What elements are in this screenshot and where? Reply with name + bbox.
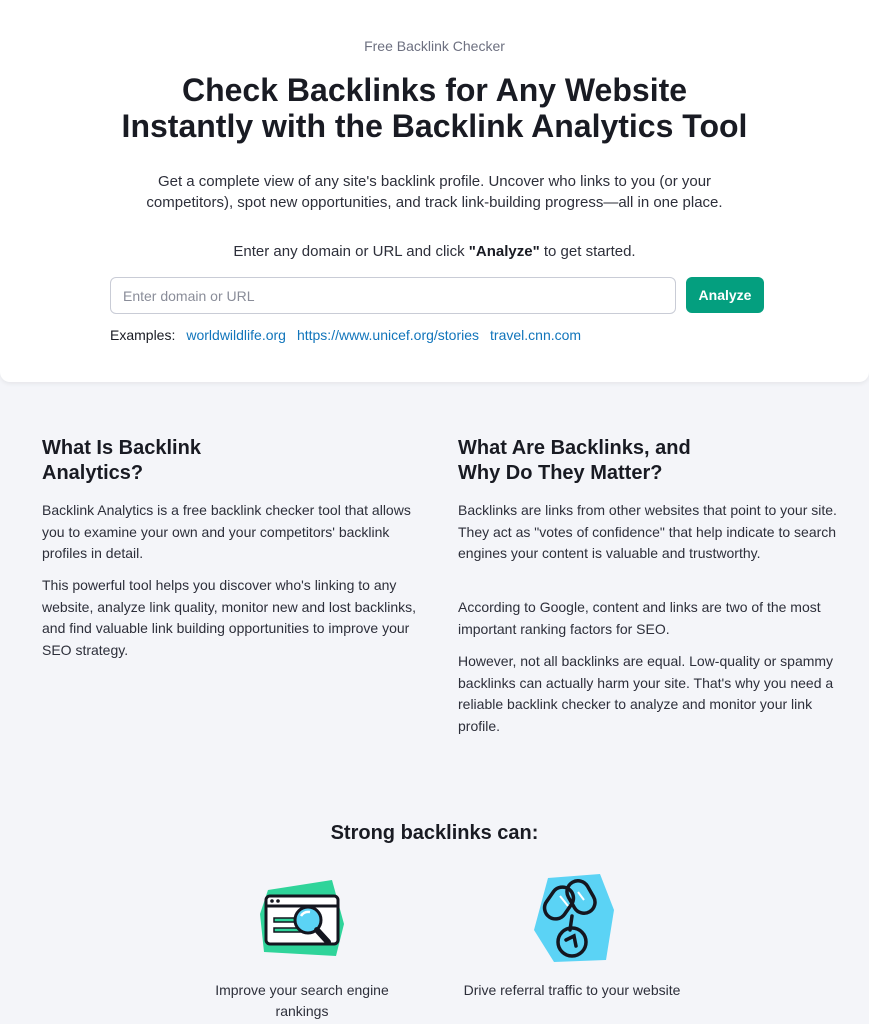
strong-backlinks-title: Strong backlinks can:	[330, 822, 539, 844]
why-matter-paragraph-1: Backlinks are links from other websites that point to your site. They act as "votes of confidence" that help indicate to search engines your content is valuable and trustworthy.	[458, 502, 837, 561]
benefit-traffic-caption: Drive referral traffic to your website	[463, 982, 681, 998]
why-matter-paragraph-2: According to Google, content and links are two of the most important ranking factors for SEO.	[458, 599, 821, 637]
eyebrow-label: Free Backlink Checker	[364, 38, 505, 54]
page-title-line-1: Check Backlinks for Any Website	[181, 72, 688, 108]
benefit-rankings	[190, 870, 414, 1022]
examples-row	[110, 326, 592, 344]
page-title	[0, 72, 869, 144]
page-title-line-2: Instantly with the Backlink Analytics Tool	[121, 108, 748, 144]
example-link-unicef[interactable]: https://www.unicef.org/stories	[296, 327, 480, 343]
examples-label: Examples:	[110, 327, 176, 343]
chain-link-icon	[524, 870, 620, 966]
search-rankings-icon	[254, 870, 350, 966]
benefit-rankings-caption: Improve your search engine rankings	[215, 982, 389, 1019]
hero-description: Get a complete view of any site's backlink profile. Uncover who links to you (or your competitors), spot new opportunities, and track link-building progress—all in one place.	[146, 173, 723, 211]
what-is-paragraph-1: Backlink Analytics is a free backlink checker tool that allows you to examine your own and your competitors' backlink profiles in detail.	[42, 502, 411, 561]
hero-section	[0, 0, 869, 382]
instruction-bold: "Analyze"	[468, 243, 540, 260]
analyze-button[interactable]: Analyze	[686, 277, 764, 313]
example-link-cnn[interactable]: travel.cnn.com	[490, 327, 582, 343]
instruction-suffix: to get started.	[539, 243, 636, 260]
what-is-title-line-1: What Is Backlink	[42, 437, 201, 459]
example-link-worldwildlife[interactable]: worldwildlife.org	[186, 327, 286, 343]
why-matter-title-line-1: What Are Backlinks, and	[458, 437, 691, 459]
what-is-title-line-2: Analytics?	[42, 462, 144, 484]
why-matter-title	[458, 436, 838, 486]
why-matter-paragraph-3: However, not all backlinks are equal. Low-quality or spammy backlinks can actually harm your site. That's why you need a reliable backlink checker to analyze and monitor your link profile.	[458, 653, 834, 734]
what-is-title	[42, 436, 402, 486]
why-matter-title-line-2: Why Do They Matter?	[458, 462, 663, 484]
what-is-paragraph-2: This powerful tool helps you discover who's linking to any website, analyze link quality, monitor new and lost backlinks, and find valuable link building opportunities to improve your SEO strategy.	[42, 577, 417, 658]
benefit-traffic	[448, 870, 696, 1001]
hero-instruction	[0, 243, 869, 260]
instruction-prefix: Enter any domain or URL and click	[233, 243, 469, 260]
domain-search-input[interactable]	[110, 277, 676, 314]
